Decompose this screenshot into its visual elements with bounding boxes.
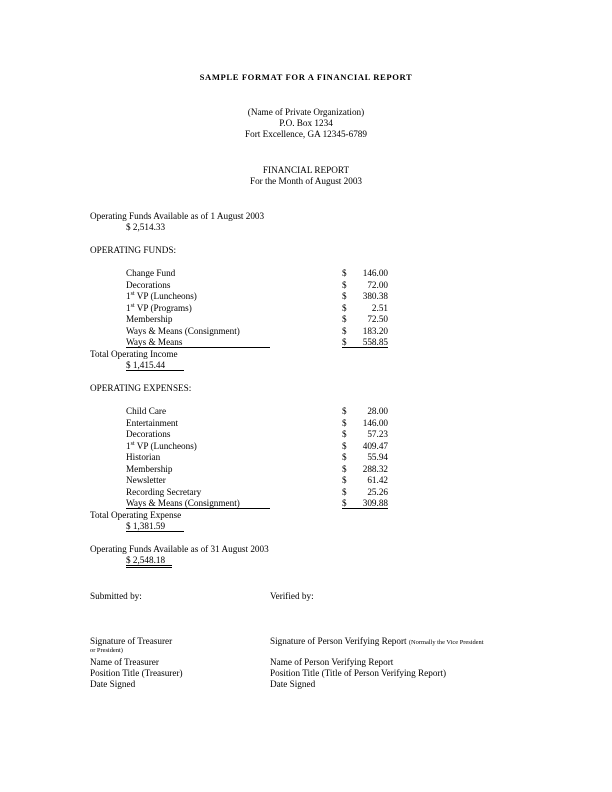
verifier-date-line: Date Signed — [270, 679, 316, 689]
expense-item-label: Ways & Means (Consignment) — [126, 498, 240, 508]
income-item-label: 1st VP (Programs) — [126, 302, 192, 313]
income-item-amount: 558.85 — [362, 337, 388, 347]
expense-item-amount: 57.23 — [367, 429, 388, 439]
expense-item-dollar-sign: $ — [342, 463, 347, 474]
treasurer-signature-line: Signature of Treasurer — [90, 636, 173, 646]
treasurer-date-line: Date Signed — [90, 679, 136, 689]
income-item-dollar-sign: $ — [342, 279, 347, 290]
verifier-signature-note: (Normally the Vice President — [408, 639, 484, 646]
closing-funds-amount: $ 2,548.18 — [126, 555, 166, 565]
expense-item-label: Historian — [126, 452, 161, 462]
report-title: FINANCIAL REPORT — [262, 165, 350, 175]
verifier-signature-line — [270, 636, 483, 646]
organization-address-line1: P.O. Box 1234 — [279, 118, 333, 128]
income-item-amount: 72.50 — [367, 314, 388, 324]
income-item-label: Change Fund — [126, 268, 176, 278]
total-expense-underline — [126, 531, 184, 532]
expense-item-row — [126, 464, 388, 476]
income-item-row — [126, 280, 388, 292]
income-amount-underline — [342, 347, 388, 348]
income-item-row — [126, 268, 388, 280]
expense-item-amount: 61.42 — [367, 475, 388, 485]
income-item-label: Decorations — [126, 279, 171, 290]
opening-funds-label: Operating Funds Available as of 1 August 2003 — [90, 211, 265, 221]
income-item-label: 1st VP (Luncheons) — [126, 290, 197, 301]
document-title: SAMPLE FORMAT FOR A FINANCIAL REPORT — [199, 72, 413, 82]
expense-item-dollar-sign: $ — [342, 475, 347, 485]
organization-address-line2: Fort Excellence, GA 12345-6789 — [245, 129, 367, 139]
expense-item-dollar-sign: $ — [342, 498, 347, 508]
income-item-row — [126, 326, 388, 338]
operating-funds-heading: OPERATING FUNDS: — [90, 245, 177, 255]
verifier-name-line: Name of Person Verifying Report — [270, 657, 394, 667]
expense-item-dollar-sign: $ — [342, 417, 347, 428]
expense-item-row — [126, 487, 388, 499]
closing-funds-label: Operating Funds Available as of 31 August 2003 — [90, 544, 269, 554]
income-item-label: Membership — [126, 314, 173, 324]
total-operating-income-amount: $ 1,415.44 — [126, 360, 166, 370]
expense-item-amount: 309.88 — [362, 498, 388, 508]
verified-by-label: Verified by: — [270, 591, 314, 601]
expense-item-row — [126, 406, 388, 418]
expense-item-label: Newsletter — [126, 475, 166, 485]
income-item-dollar-sign: $ — [342, 302, 347, 313]
closing-amount-underline-2 — [126, 567, 172, 568]
income-item-dollar-sign: $ — [342, 268, 347, 278]
expense-item-amount: 25.26 — [367, 486, 388, 497]
expense-item-label: 1st VP (Luncheons) — [126, 440, 197, 451]
income-item-amount: 183.20 — [362, 325, 388, 336]
report-period: For the Month of August 2003 — [249, 176, 363, 186]
income-item-row — [126, 314, 388, 326]
treasurer-signature-note: or President) — [90, 647, 123, 654]
expense-item-row — [126, 452, 388, 464]
income-item-amount: 146.00 — [362, 268, 388, 278]
expense-item-dollar-sign: $ — [342, 452, 347, 462]
expense-item-row — [126, 418, 388, 430]
income-item-row — [126, 303, 388, 315]
treasurer-name-line: Name of Treasurer — [90, 657, 159, 667]
income-item-row — [126, 291, 388, 303]
income-item-amount: 2.51 — [371, 302, 388, 313]
expense-item-label: Child Care — [126, 406, 167, 416]
expense-amount-underline — [342, 508, 388, 509]
income-item-label: Ways & Means — [126, 337, 183, 347]
expense-item-label: Recording Secretary — [126, 486, 202, 497]
income-item-amount: 380.38 — [362, 291, 388, 301]
expense-item-label: Entertainment — [126, 417, 179, 428]
expense-item-amount: 409.47 — [362, 440, 388, 451]
total-operating-expense-amount: $ 1,381.59 — [126, 521, 166, 531]
verifier-signature-label: Signature of Person Verifying Report — [270, 636, 407, 646]
opening-funds-amount: $ 2,514.33 — [126, 222, 166, 232]
verifier-position-line: Position Title (Title of Person Verifying Report) — [270, 668, 447, 678]
expense-item-row — [126, 475, 388, 487]
income-item-label: Ways & Means (Consignment) — [126, 325, 240, 336]
submitted-by-label: Submitted by: — [90, 591, 142, 601]
expense-item-row — [126, 441, 388, 453]
expense-label-underline — [126, 508, 270, 509]
treasurer-position-line: Position Title (Treasurer) — [90, 668, 183, 678]
income-label-underline — [126, 347, 270, 348]
operating-expenses-heading: OPERATING EXPENSES: — [90, 383, 192, 393]
expense-item-label: Decorations — [126, 429, 171, 439]
expense-item-row — [126, 429, 388, 441]
total-operating-expense-label: Total Operating Expense — [90, 510, 182, 520]
expense-item-dollar-sign: $ — [342, 406, 347, 416]
income-item-dollar-sign: $ — [342, 337, 347, 347]
income-item-amount: 72.00 — [367, 279, 388, 290]
expense-item-amount: 146.00 — [362, 417, 388, 428]
expense-item-amount: 28.00 — [367, 406, 388, 416]
closing-amount-underline-1 — [126, 565, 172, 566]
expense-item-dollar-sign: $ — [342, 486, 347, 497]
income-item-dollar-sign: $ — [342, 325, 347, 336]
expense-item-label: Membership — [126, 463, 173, 474]
total-operating-income-label: Total Operating Income — [90, 349, 178, 359]
expense-item-dollar-sign: $ — [342, 440, 347, 451]
expense-item-dollar-sign: $ — [342, 429, 347, 439]
total-income-underline — [126, 370, 184, 371]
income-item-dollar-sign: $ — [342, 314, 347, 324]
expense-item-amount: 55.94 — [367, 452, 388, 462]
income-item-dollar-sign: $ — [342, 291, 347, 301]
expense-item-amount: 288.32 — [362, 463, 388, 474]
organization-name: (Name of Private Organization) — [247, 107, 365, 117]
